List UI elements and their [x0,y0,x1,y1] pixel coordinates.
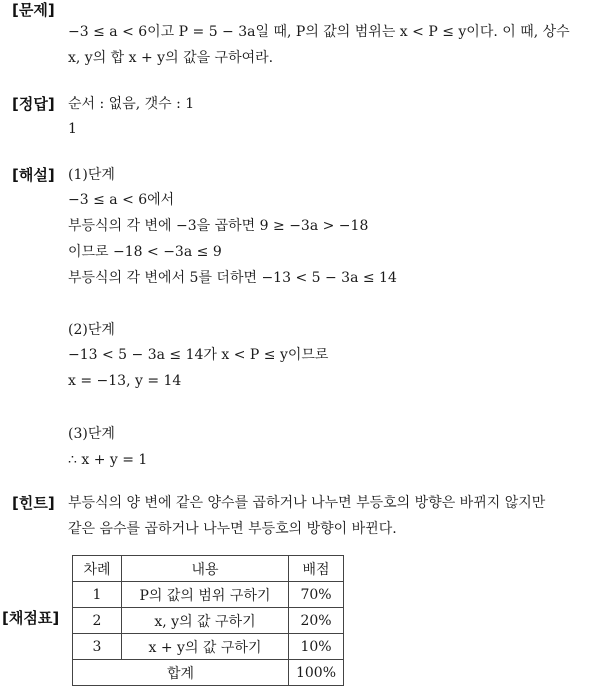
answer-meta: 순서 : 없음, 갯수 : 1 [68,96,195,112]
solution-step2-line: −13 < 5 − 3a ≤ 14가 x < P ≤ y이므로 [68,347,329,363]
scoring-total-row [73,660,344,686]
table-row [73,582,344,608]
row-content: x + y의 값 구하기 [122,634,289,660]
hint-text-line-2: 같은 음수를 곱하거나 나누면 부등호의 방향이 바뀐다. [68,521,397,537]
solution-step1-title: (1)단계 [68,167,115,183]
solution-step3-title: (3)단계 [68,426,115,442]
answer-value: 1 [68,121,77,137]
row-order: 3 [73,634,122,660]
row-points: 20% [289,608,344,634]
solution-label: [해설] [12,166,55,184]
row-order: 2 [73,608,122,634]
total-label: 합계 [73,660,289,686]
answer-label: [정답] [12,95,55,113]
scoring-header-row [73,556,344,582]
hint-label: [힌트] [12,494,55,512]
row-content: x, y의 값 구하기 [122,608,289,634]
row-points: 10% [289,634,344,660]
problem-text-line-1: −3 ≤ a < 6이고 P = 5 − 3a일 때, P의 값의 범위는 x < P ≤ y이다. 이 때, 상수 [68,24,570,40]
scoring-table [72,555,344,686]
problem-text-line-2: x, y의 합 x + y의 값을 구하여라. [68,50,274,66]
problem-label: [문제] [12,1,55,19]
solution-step3-line: ∴ x + y = 1 [68,452,148,468]
total-value: 100% [289,660,344,686]
header-content: 내용 [122,556,289,582]
scoring-label: [채점표] [2,609,60,627]
header-points: 배점 [289,556,344,582]
row-points: 70% [289,582,344,608]
header-order: 차례 [73,556,122,582]
solution-step1-line: −3 ≤ a < 6에서 [68,192,175,208]
row-order: 1 [73,582,122,608]
row-content: P의 값의 범위 구하기 [122,582,289,608]
solution-step1-line: 이므로 −18 < −3a ≤ 9 [68,244,222,260]
table-row [73,634,344,660]
solution-step1-line: 부등식의 각 변에 −3을 곱하면 9 ≥ −3a > −18 [68,218,369,234]
hint-text-line-1: 부등식의 양 변에 같은 양수를 곱하거나 나누면 부등호의 방향은 바뀌지 않지만 [68,495,546,511]
solution-step1-line: 부등식의 각 변에서 5를 더하면 −13 < 5 − 3a ≤ 14 [68,270,397,286]
solution-step2-line: x = −13, y = 14 [68,373,182,389]
solution-step2-title: (2)단계 [68,322,115,338]
table-row [73,608,344,634]
